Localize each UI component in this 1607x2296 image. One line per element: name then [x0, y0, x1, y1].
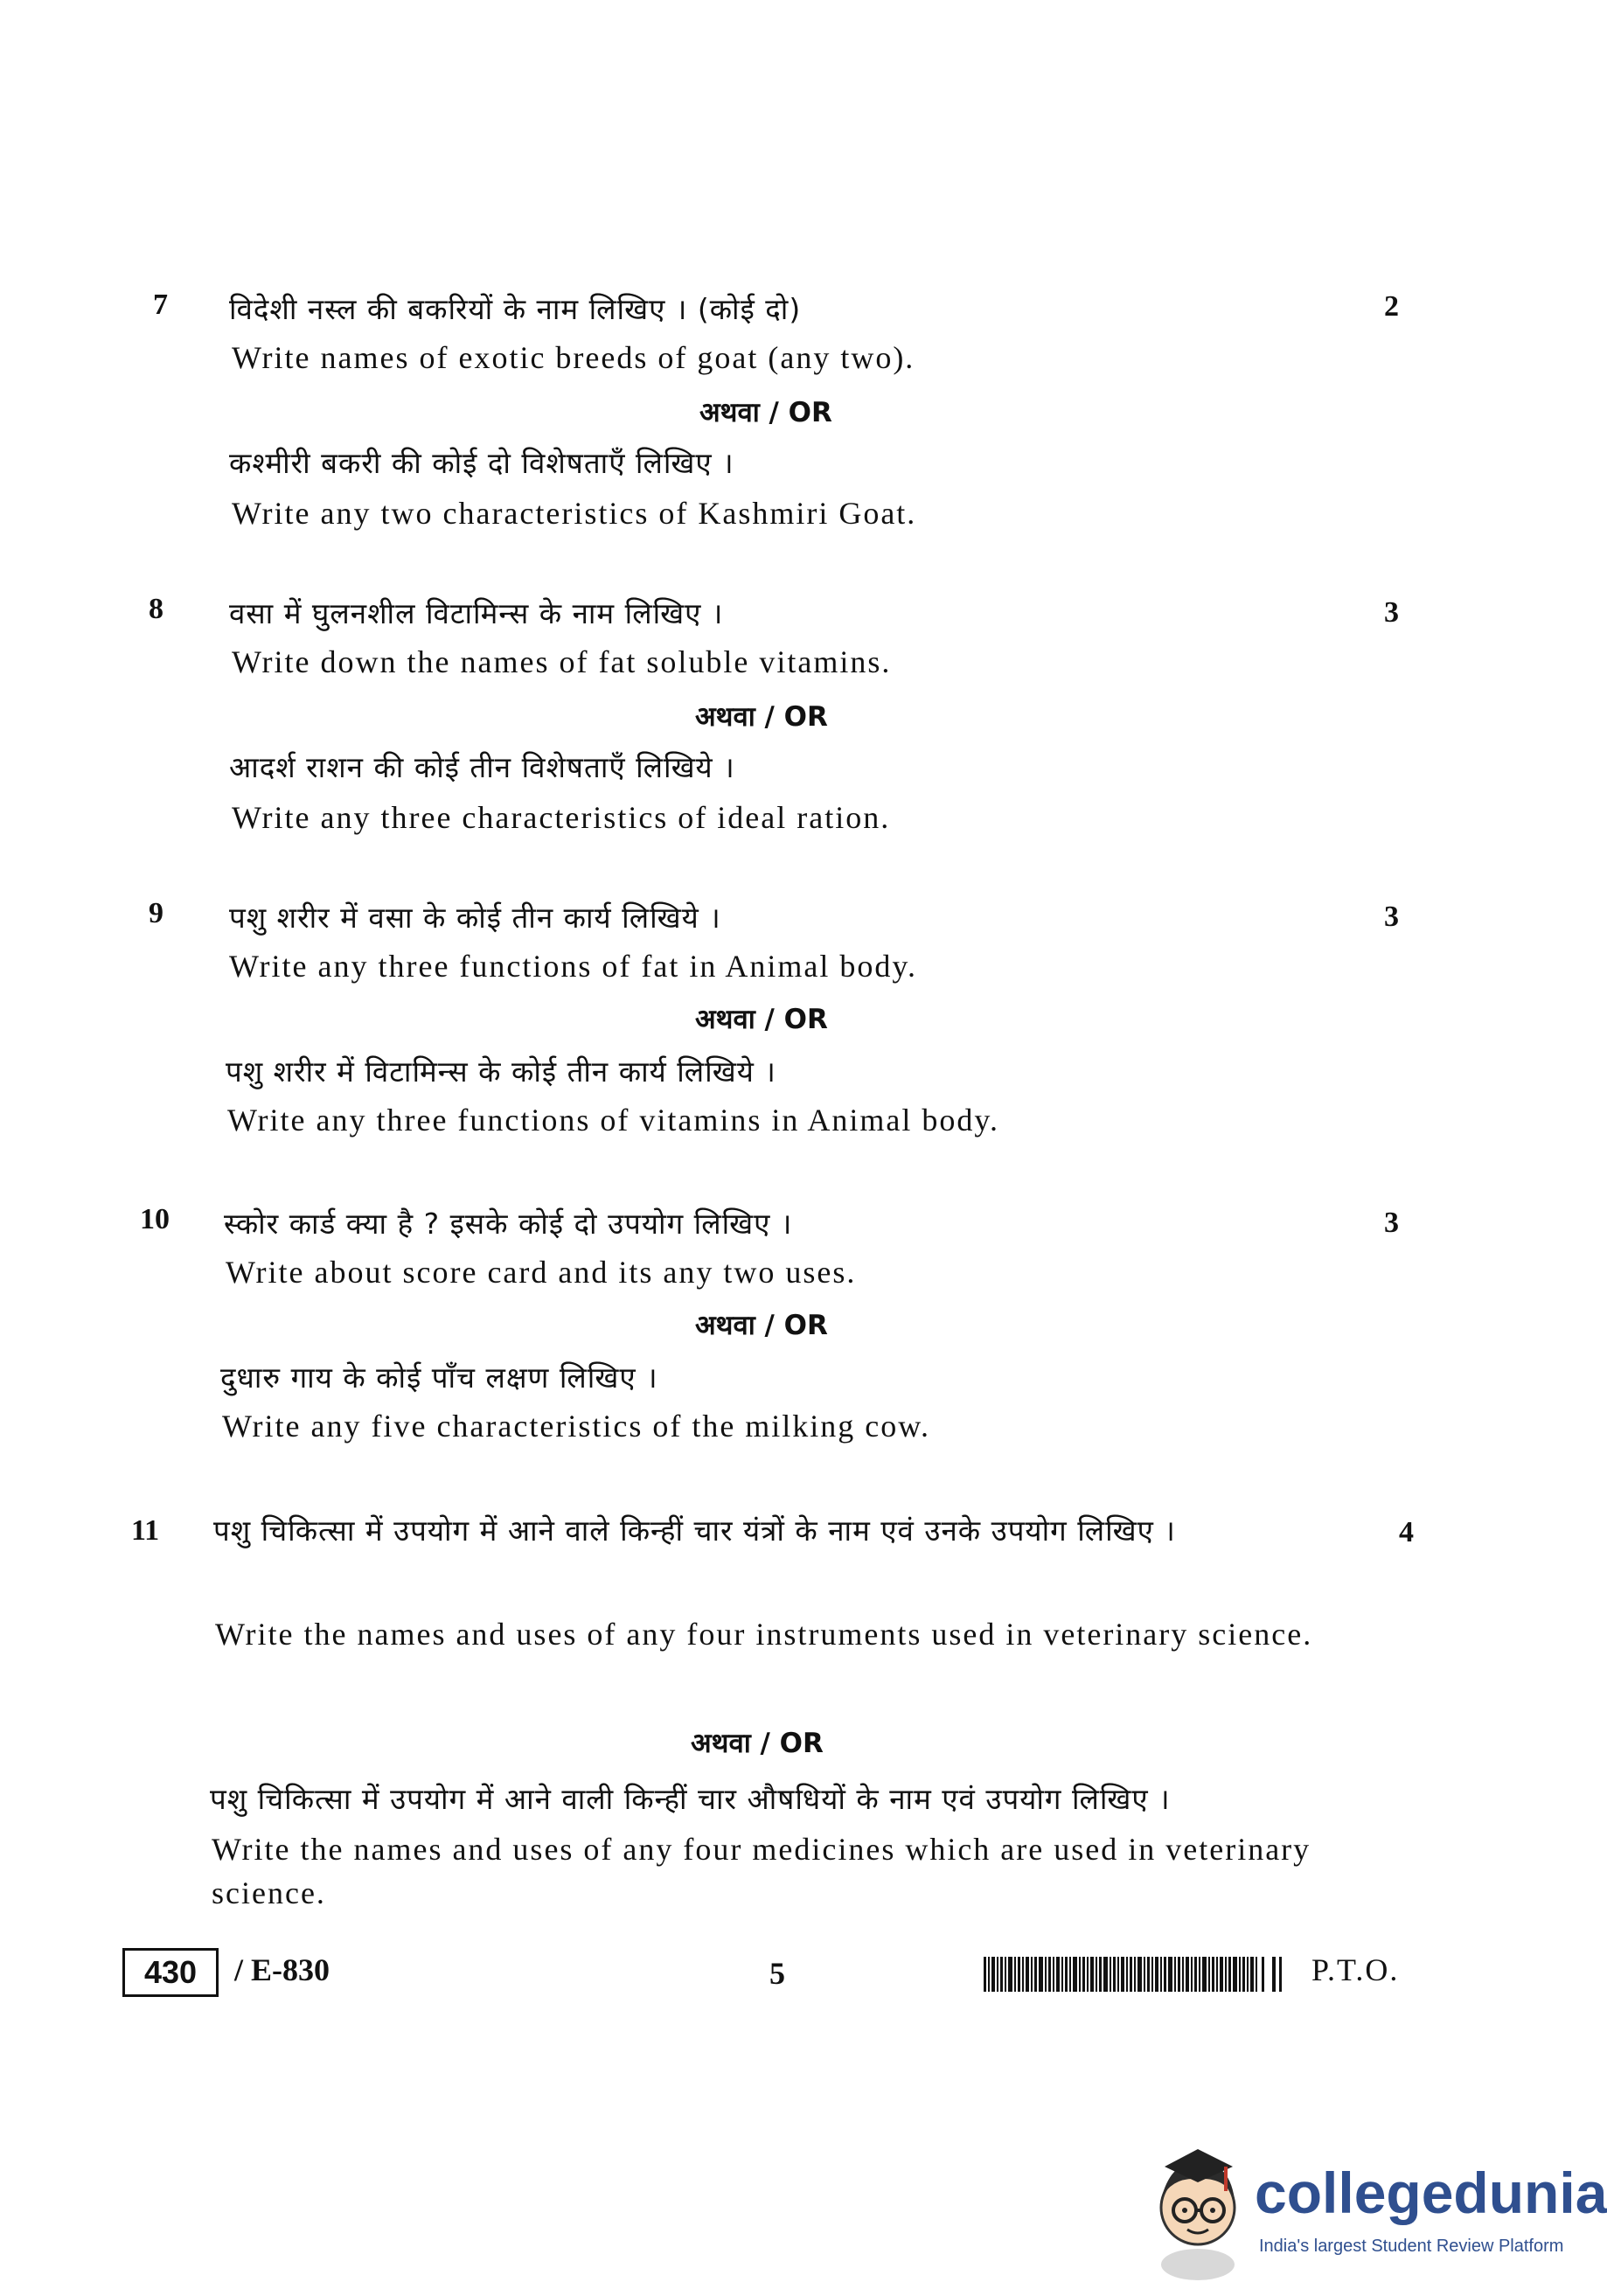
pto-label: P.T.O. — [1311, 1952, 1400, 1987]
question-text-hindi: पशु चिकित्सा में उपयोग में आने वाले किन्हीं चार यंत्रों के नाम एवं उनके उपयोग लिखिए । — [213, 1513, 1176, 1548]
paper-code: 430 — [122, 1948, 219, 1997]
question-text-english: Write about score card and its any two uses. — [226, 1255, 857, 1290]
alt-question-hindi: पशु चिकित्सा में उपयोग में आने वाली किन्हीं चार औषधियों के नाम एवं उपयोग लिखिए । — [210, 1782, 1171, 1816]
brand-mascot-icon — [1145, 2125, 1250, 2278]
question-number: 8 — [149, 593, 163, 625]
question-number: 11 — [131, 1514, 160, 1547]
alt-question-english: Write any three characteristics of ideal ration. — [232, 800, 891, 835]
page-footer — [0, 1948, 1562, 2000]
alt-question-english: Write any two characteristics of Kashmiri Goat. — [232, 496, 917, 531]
alt-question-english: Write any five characteristics of the milking cow. — [222, 1409, 930, 1444]
question-text-english: Write the names and uses of any four instruments used in veterinary science. — [215, 1617, 1313, 1652]
alt-question-hindi: आदर्श राशन की कोई तीन विशेषताएँ लिखिये । — [229, 750, 735, 784]
question-marks: 3 — [1384, 1207, 1399, 1239]
question-number: 7 — [153, 289, 168, 321]
alt-question-hindi: पशु शरीर में विटामिन्स के कोई तीन कार्य लिखिये । — [226, 1054, 776, 1089]
or-separator: अथवा / OR — [695, 701, 828, 733]
barcode — [984, 1957, 1285, 1992]
alt-question-hindi: कश्मीरी बकरी की कोई दो विशेषताएँ लिखिए । — [229, 446, 734, 480]
question-text-hindi: विदेशी नस्ल की बकरियों के नाम लिखिए । (कोई दो) — [229, 292, 802, 326]
question-marks: 4 — [1399, 1516, 1414, 1548]
question-text-hindi: स्कोर कार्ड क्या है ? इसके कोई दो उपयोग लिखिए । — [224, 1207, 793, 1241]
brand-tagline: India's largest Student Review Platform — [1259, 2237, 1564, 2256]
question-text-english: Write names of exotic breeds of goat (any two). — [232, 340, 915, 375]
alt-question-english: Write any three functions of vitamins in Animal body. — [227, 1103, 1000, 1138]
question-text-english: Write down the names of fat soluble vitamins. — [232, 644, 892, 679]
brand-name: collegedunia — [1255, 2160, 1607, 2225]
or-separator: अथवा / OR — [695, 1004, 828, 1035]
alt-question-hindi: दुधारु गाय के कोई पाँच लक्षण लिखिए । — [220, 1360, 658, 1395]
question-marks: 2 — [1384, 290, 1399, 323]
question-number: 9 — [149, 897, 163, 929]
question-text-hindi: वसा में घुलनशील विटामिन्स के नाम लिखिए । — [229, 596, 724, 630]
page-number: 5 — [769, 1956, 785, 1991]
question-number: 10 — [140, 1203, 170, 1235]
question-marks: 3 — [1384, 596, 1399, 629]
or-separator: अथवा / OR — [699, 397, 832, 428]
brand-watermark — [1145, 2125, 1607, 2282]
or-separator: अथवा / OR — [691, 1728, 824, 1759]
question-marks: 3 — [1384, 901, 1399, 933]
question-text-hindi: पशु शरीर में वसा के कोई तीन कार्य लिखिये । — [229, 901, 721, 935]
paper-code-suffix: / E-830 — [234, 1952, 330, 1987]
or-separator: अथवा / OR — [695, 1310, 828, 1341]
question-text-english: Write any three functions of fat in Animal body. — [229, 949, 918, 984]
alt-question-english: Write the names and uses of any four medicines which are used in veterinary science. — [212, 1832, 1311, 1910]
